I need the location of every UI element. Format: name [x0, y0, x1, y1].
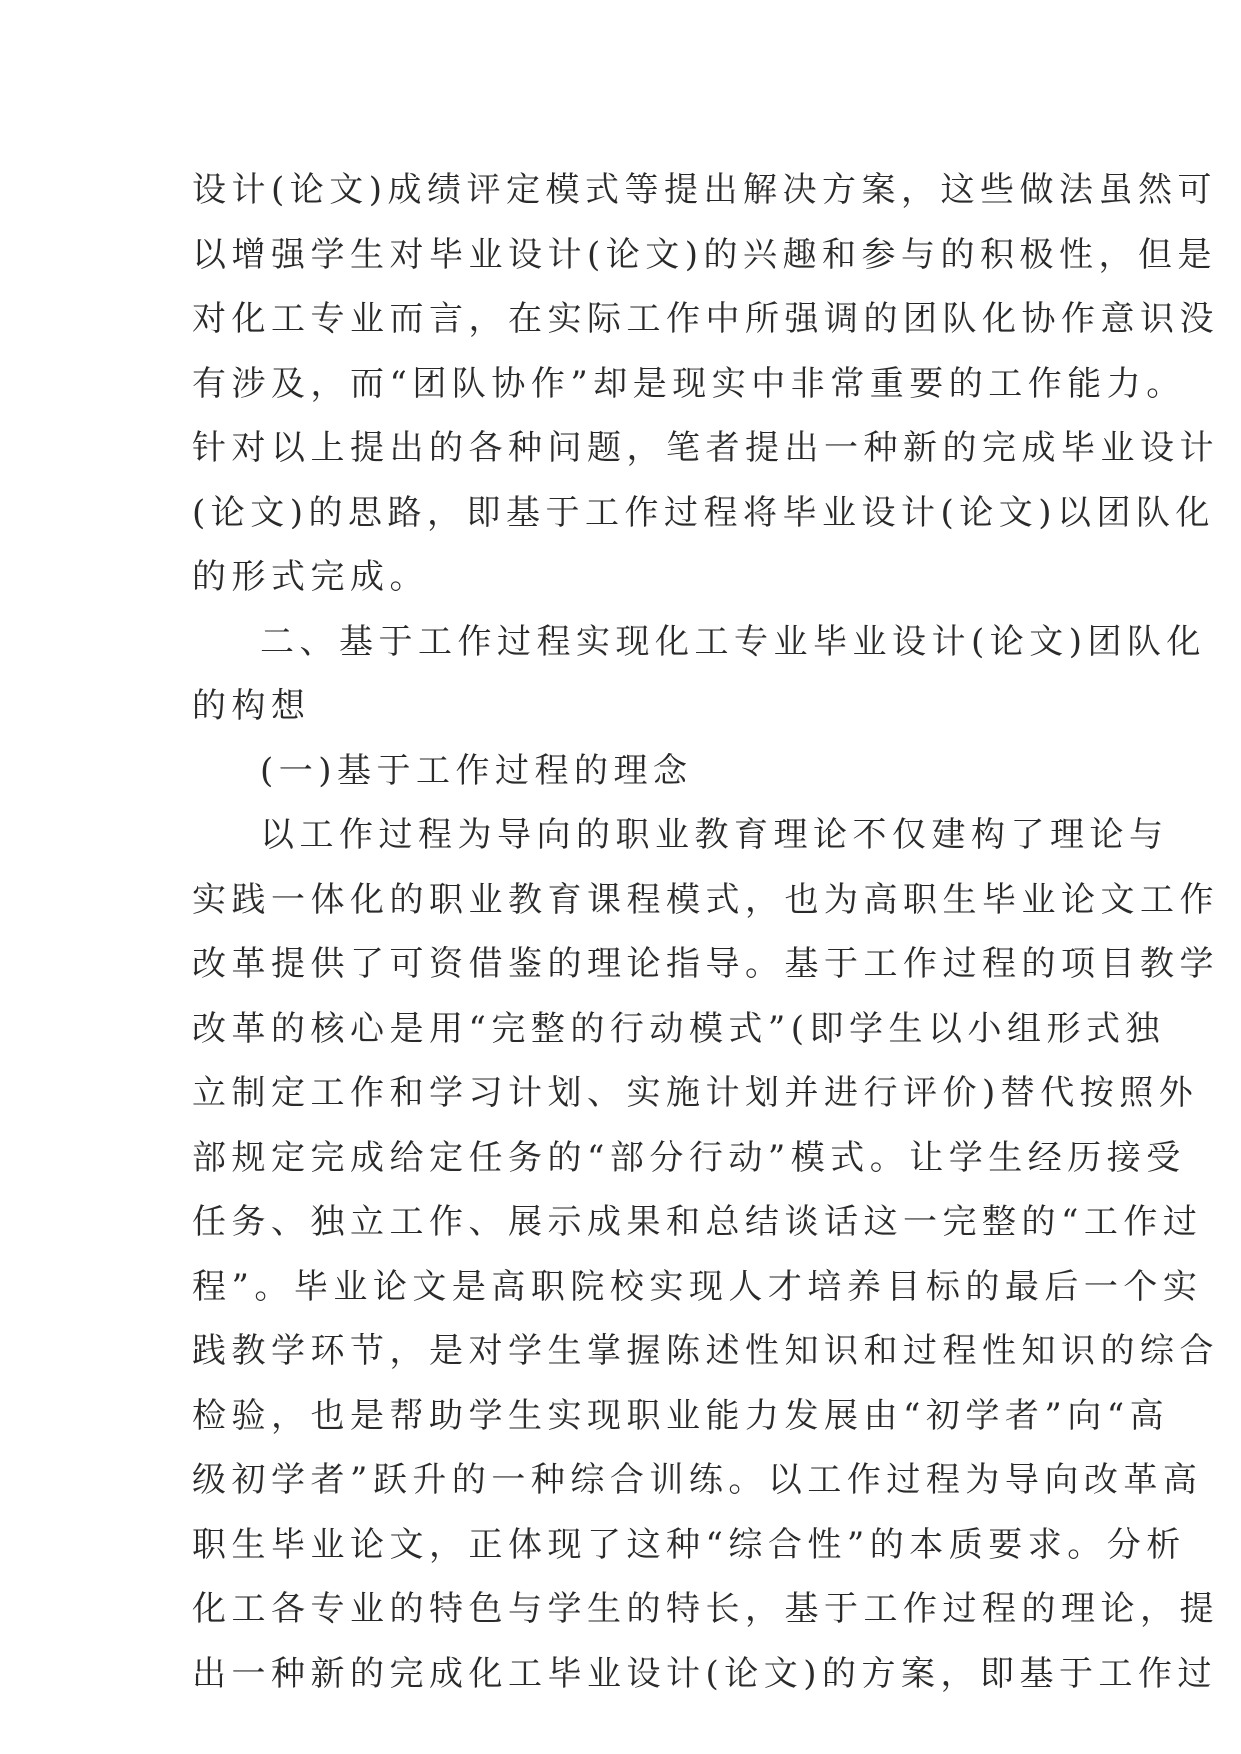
- body-line: 职生毕业论文，正体现了这种“综合性”的本质要求。分析: [192, 1524, 1186, 1565]
- body-line: 实践一体化的职业教育课程模式，也为高职生毕业论文工作: [192, 879, 1219, 920]
- body-line: 程”。毕业论文是高职院校实现人才培养目标的最后一个实: [192, 1266, 1203, 1307]
- paragraph-first-line: 以工作过程为导向的职业教育理论不仅建构了理论与: [260, 815, 1169, 855]
- body-line: 改革提供了可资借鉴的理论指导。基于工作过程的项目教学: [192, 944, 1219, 984]
- body-line: 的形式完成。: [192, 557, 429, 597]
- body-line: 任务、独立工作、展示成果和总结谈话这一完整的“工作过: [192, 1202, 1203, 1242]
- body-line: 有涉及，而“团队协作”却是现实中非常重要的工作能力。: [192, 363, 1186, 404]
- body-line: 检验，也是帮助学生实现职业能力发展由“初学者”向“高: [192, 1395, 1170, 1436]
- body-line: 立制定工作和学习计划、实施计划并进行评价)替代按照外: [192, 1073, 1199, 1113]
- body-line: 针对以上提出的各种问题，笔者提出一种新的完成毕业设计: [192, 428, 1219, 468]
- body-line: (论文)的思路，即基于工作过程将毕业设计(论文)以团队化: [192, 492, 1216, 533]
- body-line: 以增强学生对毕业设计(论文)的兴趣和参与的积极性，但是: [192, 234, 1218, 275]
- body-line: 部规定完成给定任务的“部分行动”模式。让学生经历接受: [192, 1137, 1186, 1178]
- body-line: 对化工专业而言，在实际工作中所强调的团队化协作意识没: [192, 299, 1219, 339]
- body-line: 级初学者”跃升的一种综合训练。以工作过程为导向改革高: [192, 1460, 1203, 1500]
- body-line: 设计(论文)成绩评定模式等提出解决方案，这些做法虽然可: [192, 170, 1218, 210]
- body-line: 践教学环节，是对学生掌握陈述性知识和过程性知识的综合: [192, 1331, 1219, 1371]
- document-body: [192, 158, 1219, 1706]
- subsection-heading: (一)基于工作过程的理念: [260, 750, 693, 791]
- body-line: 出一种新的完成化工毕业设计(论文)的方案，即基于工作过: [192, 1653, 1218, 1694]
- body-line: 改革的核心是用“完整的行动模式”(即学生以小组形式独: [192, 1008, 1166, 1049]
- section-heading-continued: 的构想: [192, 686, 311, 726]
- section-heading: 二、基于工作过程实现化工专业毕业设计(论文)团队化: [260, 621, 1207, 662]
- body-line: 化工各专业的特色与学生的特长，基于工作过程的理论，提: [192, 1589, 1219, 1629]
